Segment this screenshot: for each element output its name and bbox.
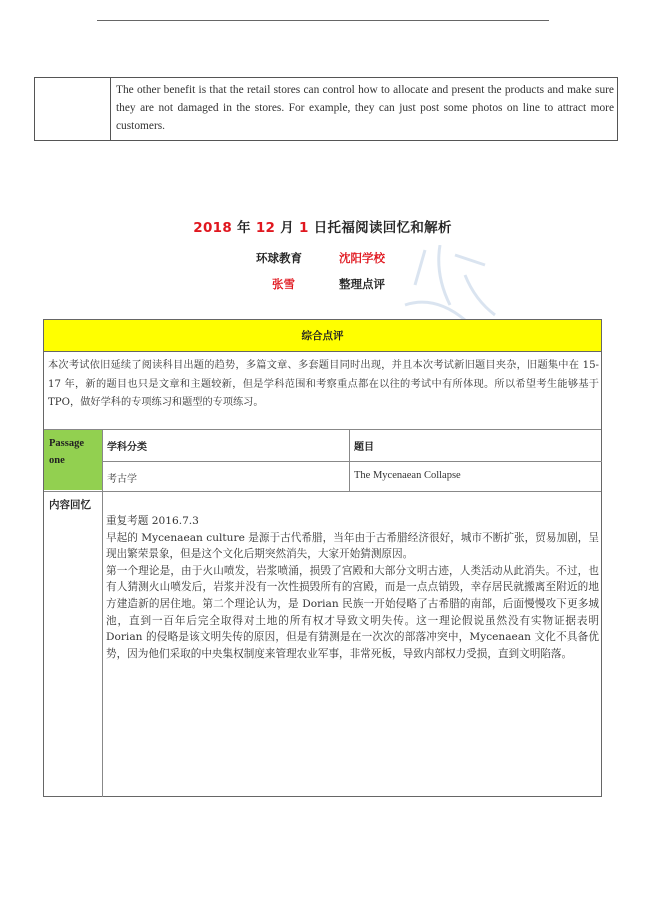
topic-value: The Mycenaean Collapse xyxy=(354,470,461,481)
page-title xyxy=(0,216,645,236)
column-divider-left xyxy=(102,429,103,797)
title-month-suffix: 月 xyxy=(275,220,300,236)
row-divider xyxy=(102,461,602,462)
title-month: 12 xyxy=(255,220,276,236)
continued-table-text: The other benefit is that the retail stores can control how to allocate and present the products and make sure they are not damaged in the stores. For example, they can just post some photos on line to attract more customers. xyxy=(116,84,614,132)
subtitle-school: 沈阳学校 xyxy=(339,251,385,265)
subtitle-author: 张雪 xyxy=(272,277,295,291)
topic-header: 题目 xyxy=(354,442,374,453)
passage-label: Passage one xyxy=(49,438,84,466)
column-divider-mid xyxy=(349,429,350,491)
subtitle-role: 整理点评 xyxy=(339,277,385,291)
review-table xyxy=(43,319,602,797)
row-divider xyxy=(44,429,601,430)
header-rule xyxy=(97,20,549,21)
continued-table-left-cell xyxy=(35,78,111,140)
row-divider xyxy=(44,491,601,492)
title-year-suffix: 年 xyxy=(232,220,256,236)
content-paragraph: 早起的 Mycenaean culture 是源于古代希腊，当年由于古希腊经济很好，城市不断扩张，贸易加剧，呈现出繁荣景象，但是这个文化后期突然消失，大家开始猜测原因。 xyxy=(106,531,599,561)
review-summary: 本次考试依旧延续了阅读科目出题的趋势，多篇文章、多套题目同时出现，并且本次考试新旧题目夹杂，旧题集中在 15-17 年，新的题目也只是文章和主题较新，但是学科范围和考察重点都在以往的考试中有所体现。所以希望考生能够基于 TPO，做好学科的专项练习和题型的专项练习。 xyxy=(48,360,599,408)
passage-label-cell xyxy=(44,430,102,490)
content-recall xyxy=(106,513,599,662)
category-header: 学科分类 xyxy=(107,442,147,453)
content-label: 内容回忆 xyxy=(49,499,91,511)
title-day: 1 xyxy=(299,220,309,236)
subtitle-org: 环球教育 xyxy=(256,251,302,265)
title-rest: 日托福阅读回忆和解析 xyxy=(308,220,452,236)
review-header-row xyxy=(44,320,601,352)
category-value: 考古学 xyxy=(107,474,137,485)
content-paragraph: 重复考题 2016.7.3 xyxy=(106,515,199,527)
review-header-label: 综合点评 xyxy=(301,330,344,342)
content-paragraph: 第一个理论是，由于火山喷发，岩浆喷涌，损毁了宫殿和大部分文明古迹，人类活动从此消失。不过，也有人猜测火山喷发后，岩浆并没有一次性损毁所有的宫殿，而是一点点销毁，幸存居民就搬离至附近的地方建造新的居住地。第二个理论认为，是 Dorian 民族一开始侵略了古希腊的南部，后面慢慢攻下更多城池，直到一百年后完全取得对土地的所有权才导致文明失传。这一理论假说虽然没有实物证据表明 Dorian 的侵略是该文明失传的原因，但是有猜测是在一次次的部落冲突中，Mycenaean 文化不具备优势，因为他们采取的中央集权制度来管理农业军事，非常死板，导致内部权力受损，直到文明陷落。 xyxy=(106,564,599,660)
watermark-logo xyxy=(395,245,505,325)
title-year: 2018 xyxy=(193,220,233,236)
continued-table xyxy=(34,77,618,141)
